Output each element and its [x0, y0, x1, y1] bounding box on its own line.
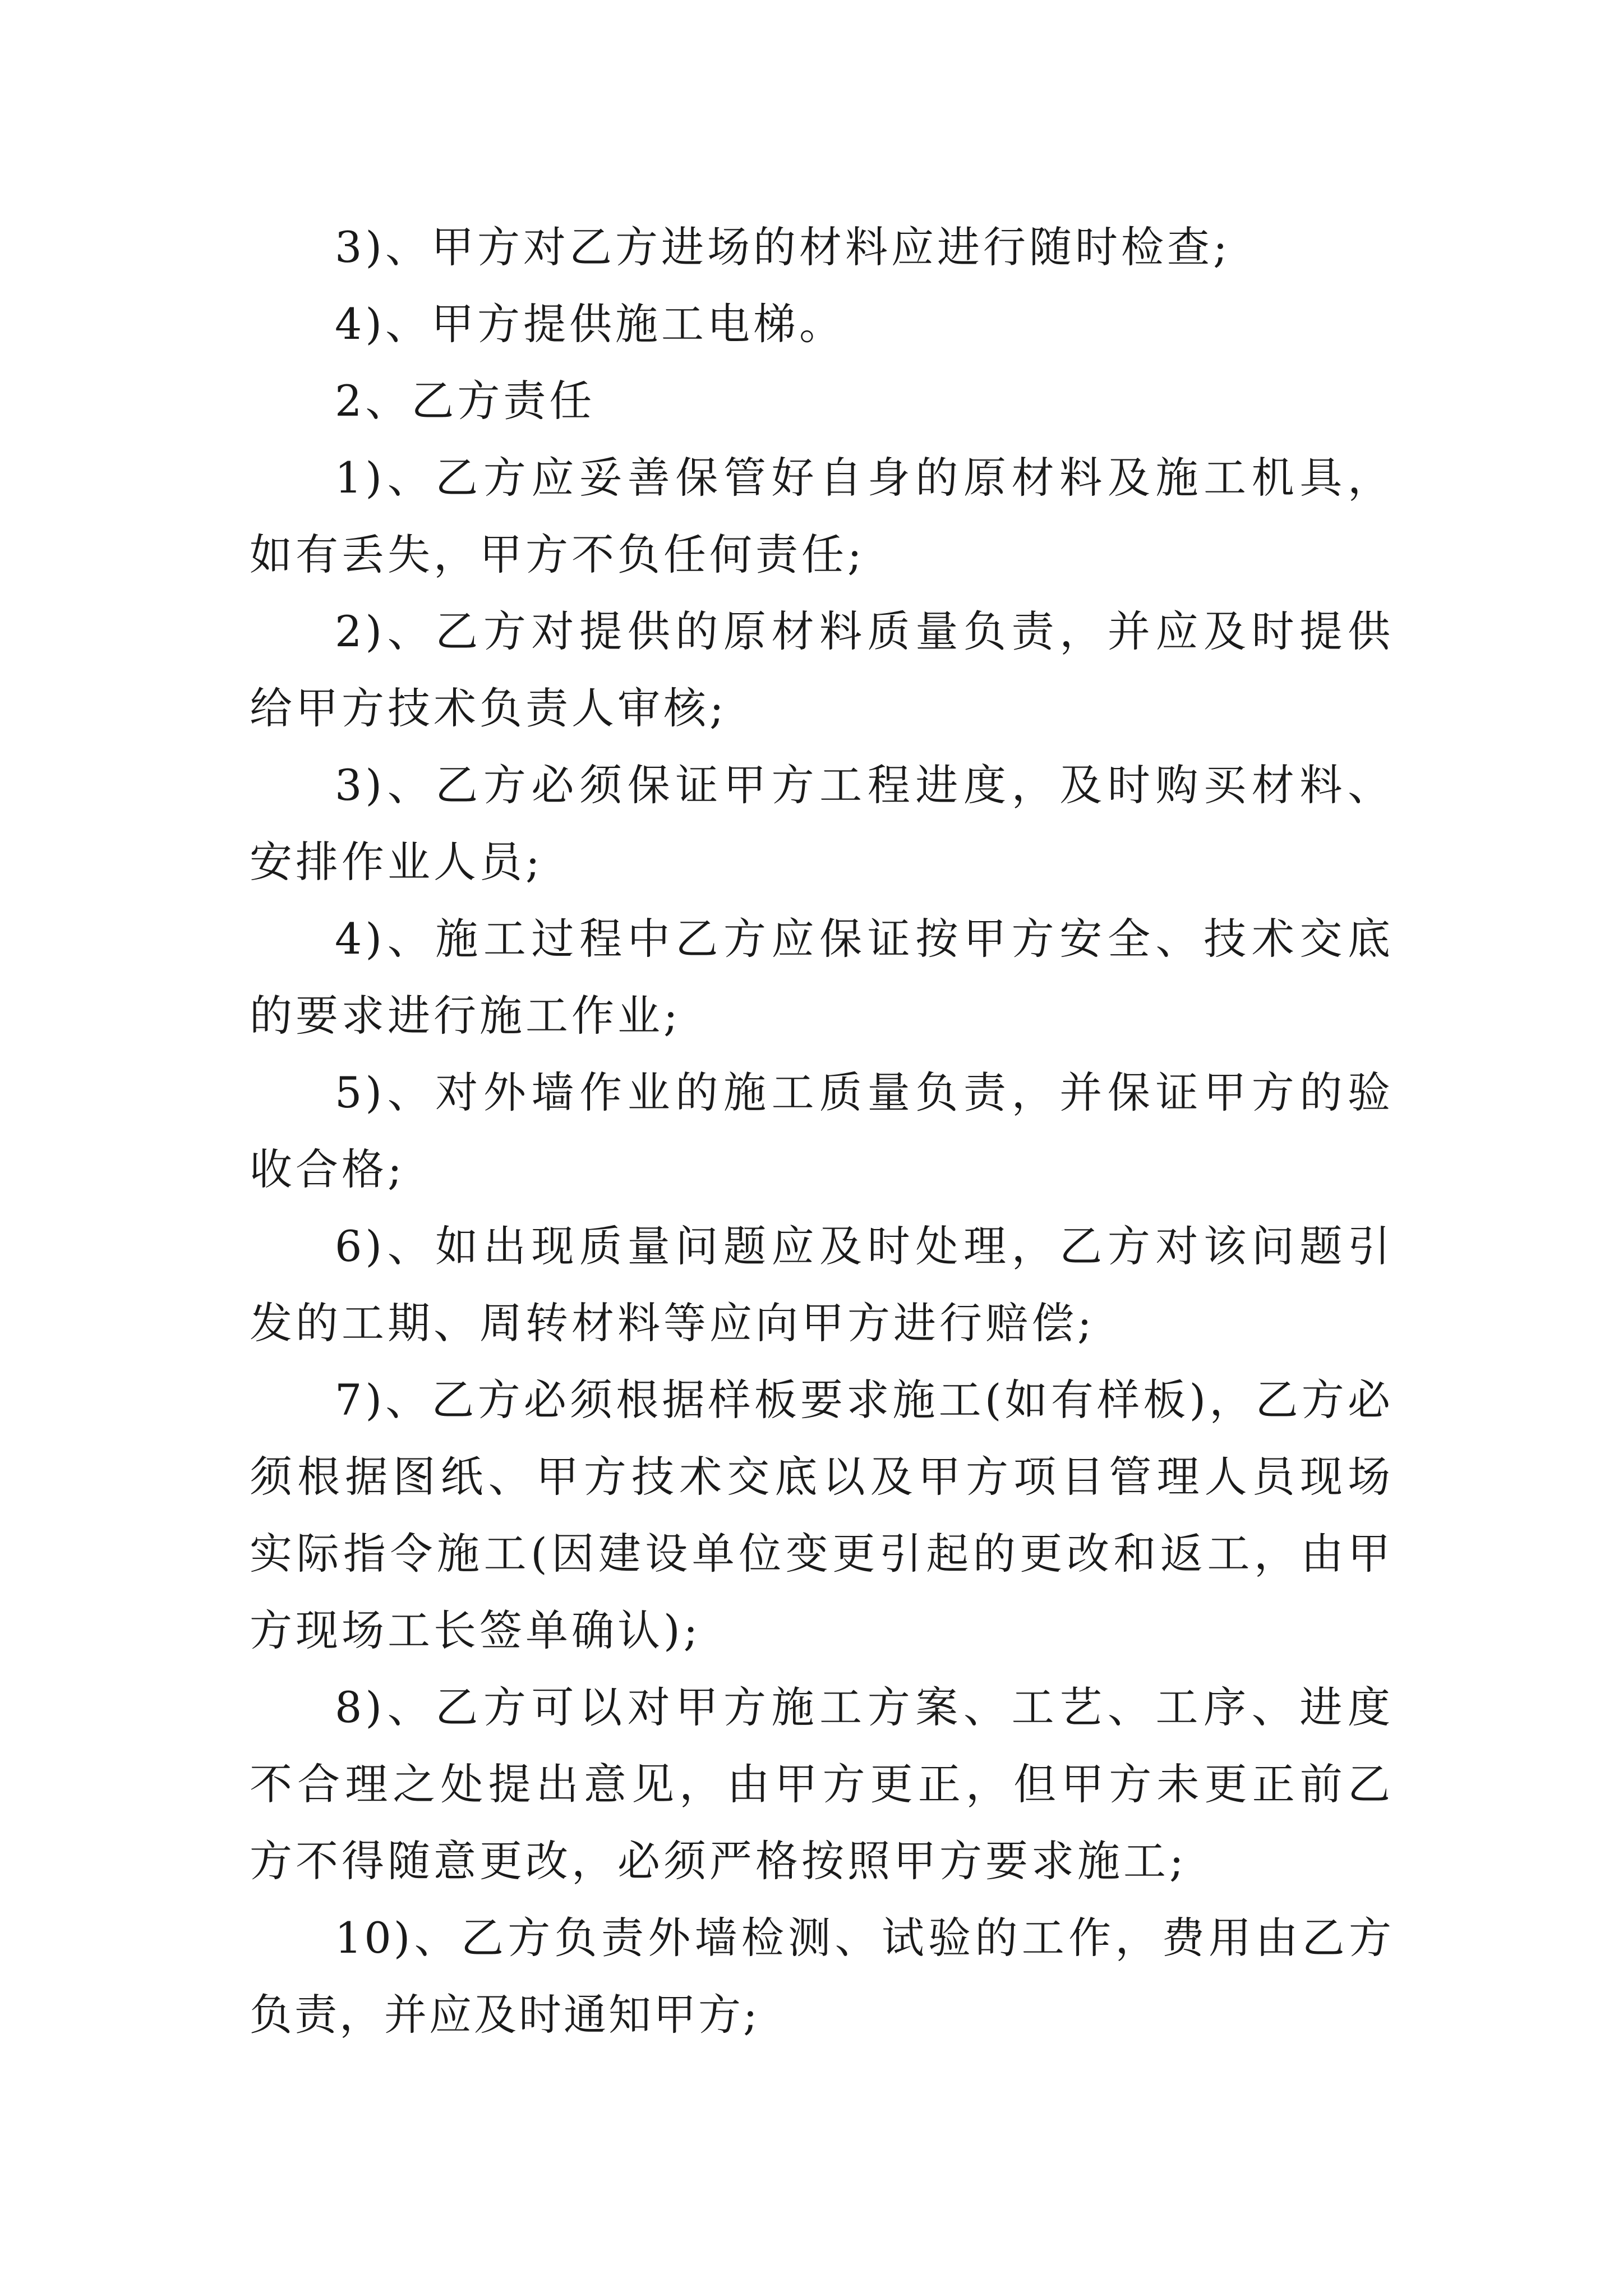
document-body: [250, 209, 1394, 2053]
section-heading-contractor-duties: 2、乙方责任: [335, 376, 596, 426]
clause-contractor-7: 7)、乙方必须根据样板要求施工(如有样板)，乙方必须根据图纸、甲方技术交底以及甲方项目管理人员现场实际指令施工(因建设单位变更引起的更改和返工，由甲方现场工长签单确认);: [250, 1375, 1394, 1655]
clause-owner-4: 4)、甲方提供施工电梯。: [335, 299, 846, 349]
clause-owner-3: 3)、甲方对乙方进场的材料应进行随时检查;: [335, 222, 1231, 272]
clause-contractor-10: 10)、乙方负责外墙检测、试验的工作，费用由乙方负责，并应及时通知甲方;: [250, 1913, 1394, 2040]
clause-contractor-2: 2)、乙方对提供的原材料质量负责，并应及时提供给甲方技术负责人审核;: [250, 606, 1394, 733]
clause-contractor-8: 8)、乙方可以对甲方施工方案、工艺、工序、进度不合理之处提出意见，由甲方更正，但甲方未更正前乙方不得随意更改，必须严格按照甲方要求施工;: [250, 1682, 1394, 1886]
clause-contractor-4: 4)、施工过程中乙方应保证按甲方安全、技术交底的要求进行施工作业;: [250, 914, 1394, 1041]
clause-contractor-3: 3)、乙方必须保证甲方工程进度，及时购买材料、安排作业人员;: [250, 760, 1394, 887]
clause-contractor-1: 1)、乙方应妥善保管好自身的原材料及施工机具，如有丢失，甲方不负任何责任;: [250, 453, 1394, 579]
clause-contractor-5: 5)、对外墙作业的施工质量负责，并保证甲方的验收合格;: [250, 1068, 1394, 1194]
clause-contractor-6: 6)、如出现质量问题应及时处理，乙方对该问题引发的工期、周转材料等应向甲方进行赔偿;: [250, 1221, 1394, 1348]
